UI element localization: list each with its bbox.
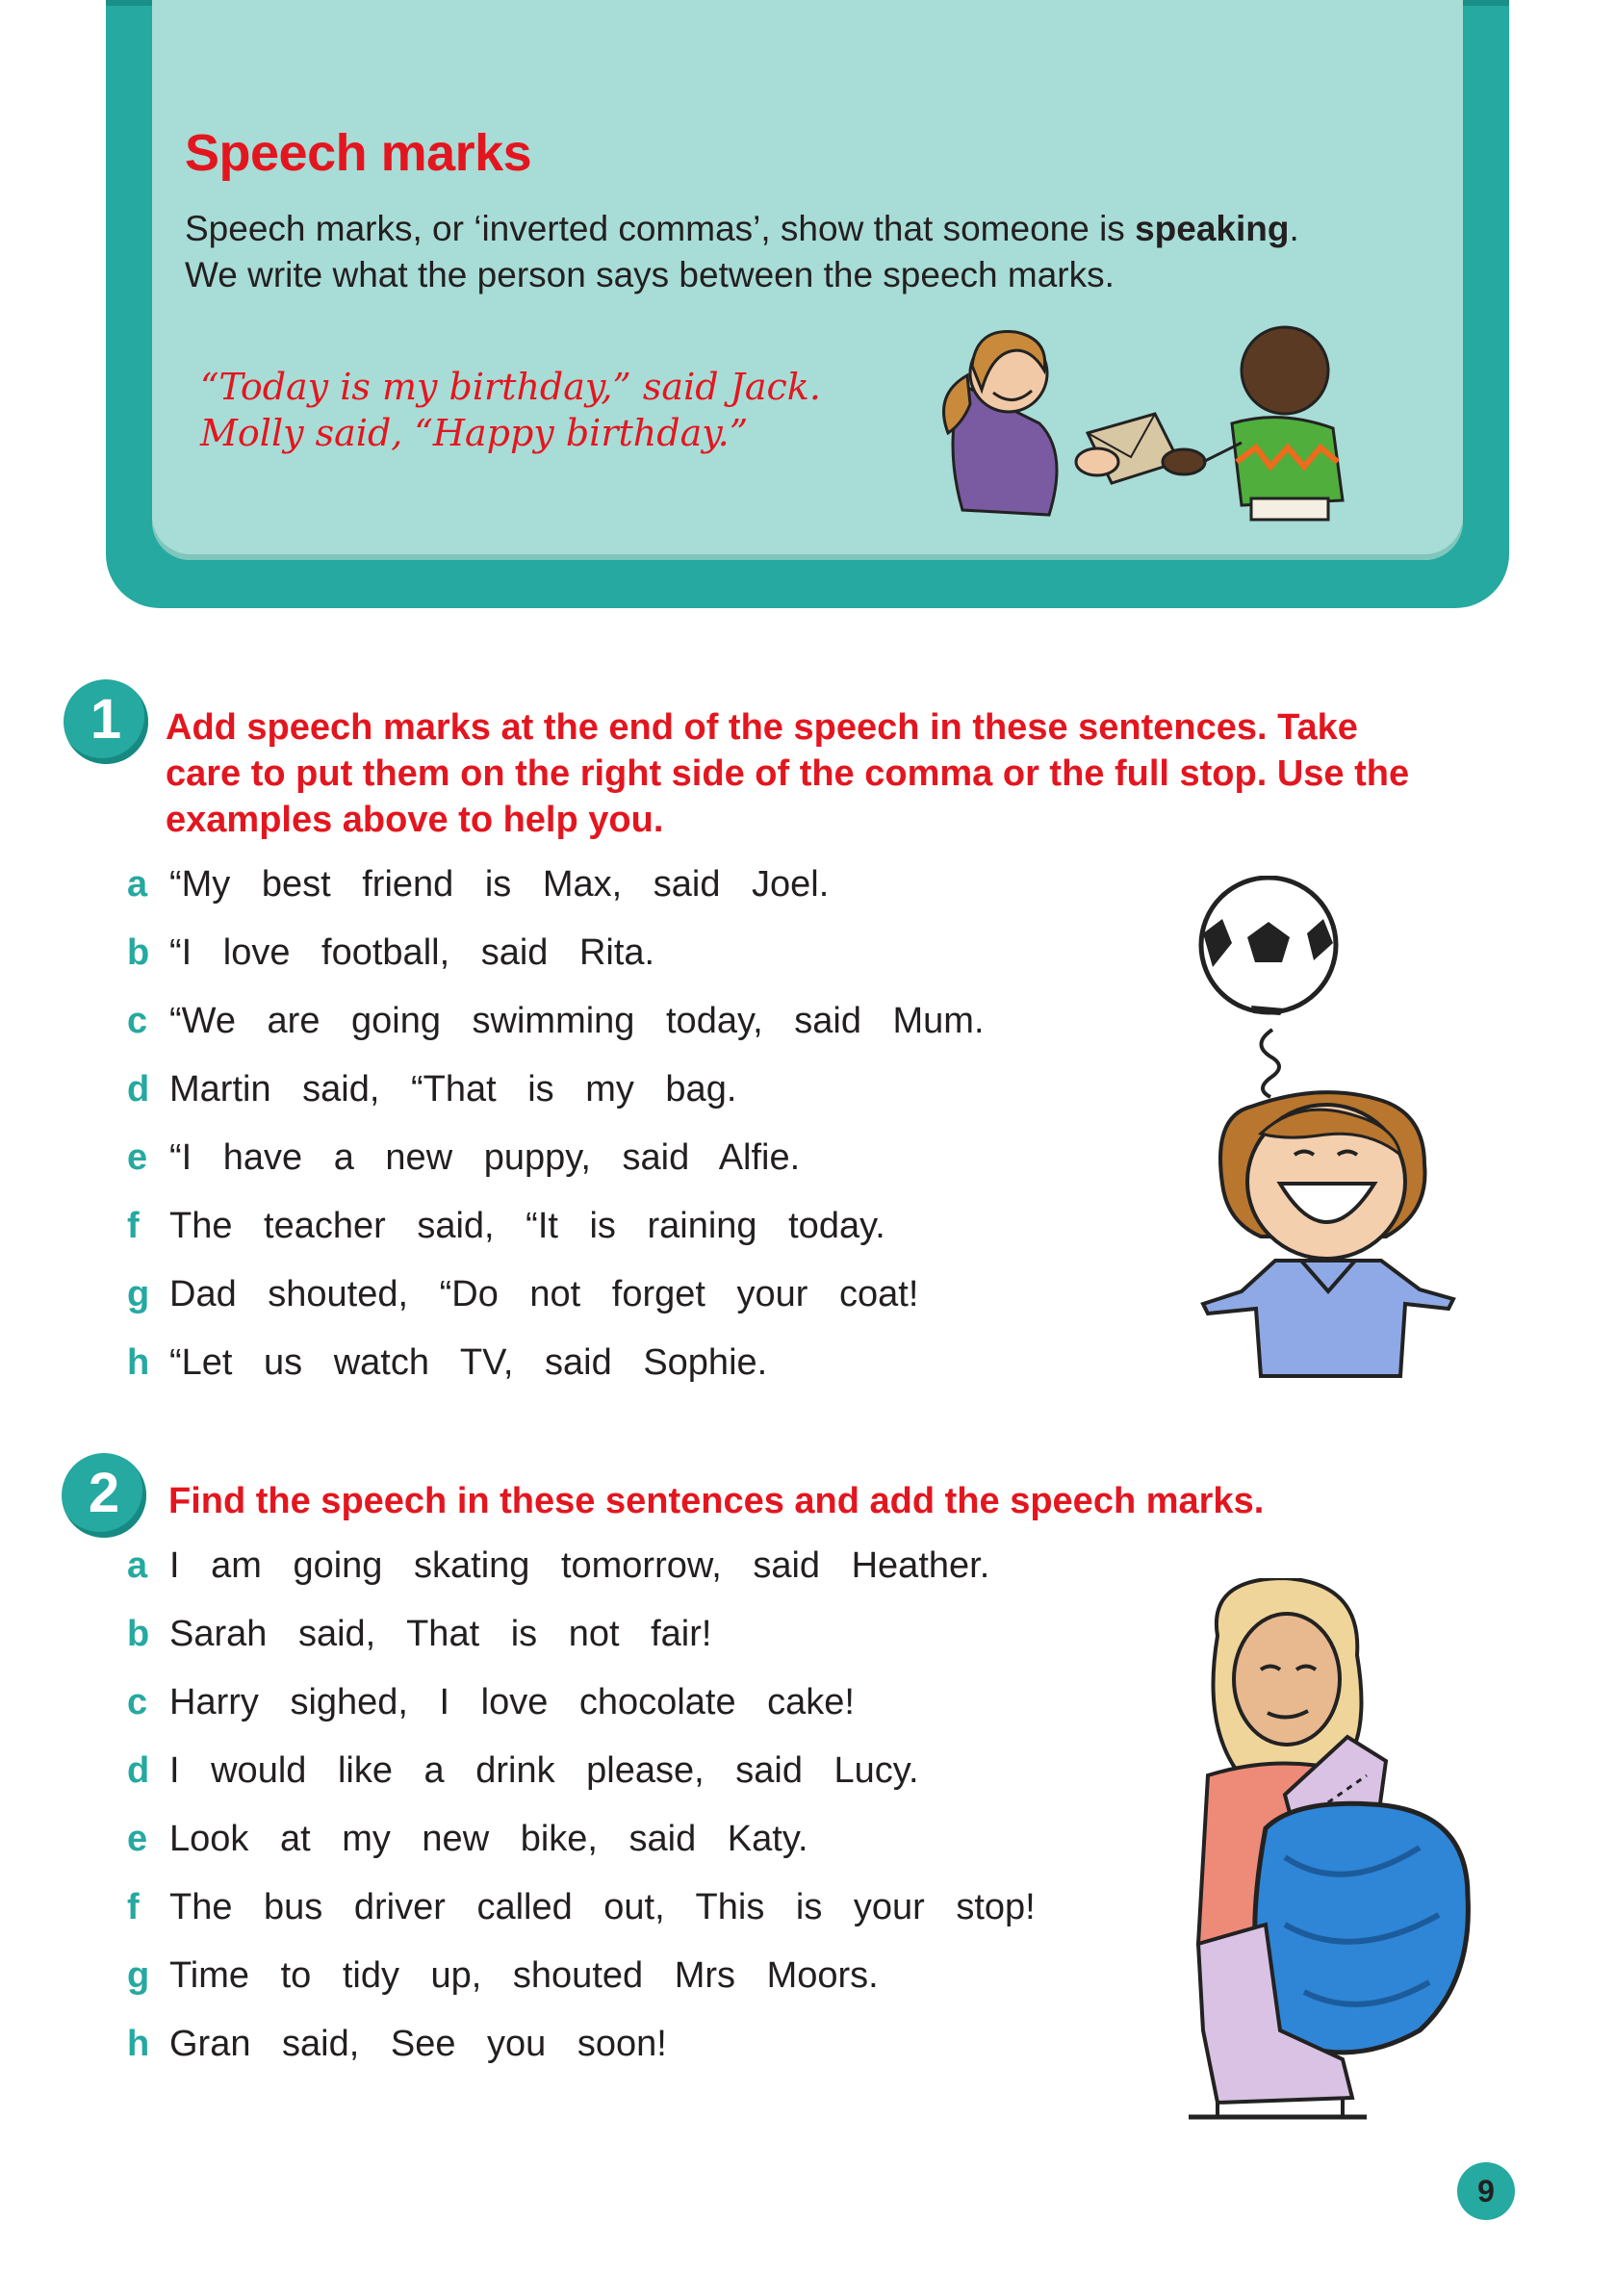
- info-text-line1: Speech marks, or ‘inverted commas’, show that someone is speaking.: [185, 209, 1299, 248]
- exercise2-item-h: h Gran said, See you soon!: [127, 2024, 667, 2064]
- exercise2-item-e: e Look at my new bike, said Katy.: [127, 1819, 808, 1859]
- example-line2: Molly said, “Happy birthday.”: [200, 412, 749, 454]
- skates-girl-illustration: [1179, 1578, 1487, 2131]
- children-card-illustration: [924, 318, 1386, 524]
- info-text-line2: We write what the person says between the speech marks.: [185, 255, 1115, 294]
- exercise1-number-badge: 1: [64, 679, 148, 764]
- exercise1-item-c: c “We are going swimming today, said Mum.: [127, 1001, 985, 1041]
- example-sentences: [200, 364, 821, 456]
- exercise2-item-a: a I am going skating tomorrow, said Heather.: [127, 1545, 990, 1586]
- exercise2-item-f: f The bus driver called out, This is your stop!: [127, 1887, 1036, 1927]
- exercise1-item-b: b “I love football, said Rita.: [127, 932, 655, 973]
- exercise2-instruction: Find the speech in these sentences and add the speech marks.: [168, 1481, 1265, 1521]
- exercise2-item-g: g Time to tidy up, shouted Mrs Moors.: [127, 1955, 879, 1996]
- info-text: [185, 206, 1436, 298]
- keyword-speaking: speaking: [1135, 209, 1290, 248]
- exercise1-item-e: e “I have a new puppy, said Alfie.: [127, 1137, 801, 1178]
- exercise1-item-a: a “My best friend is Max, said Joel.: [127, 864, 830, 905]
- football-child-illustration: [1193, 876, 1482, 1381]
- exercise2-item-d: d I would like a drink please, said Lucy.: [127, 1750, 919, 1791]
- page-number: 9: [1457, 2162, 1515, 2220]
- example-line1: “Today is my birthday,” said Jack.: [200, 366, 821, 408]
- exercise2-item-c: c Harry sighed, I love chocolate cake!: [127, 1682, 855, 1722]
- exercise2-item-b: b Sarah said, That is not fair!: [127, 1614, 712, 1654]
- exercise1-instruction: Add speech marks at the end of the speech in these sentences. Take care to put them on the right side of the comma or the full stop. Use the examples above to help you.: [166, 707, 1410, 840]
- exercise1-item-g: g Dad shouted, “Do not forget your coat!: [127, 1274, 919, 1314]
- section-title: Speech marks: [185, 124, 532, 182]
- exercise1-item-d: d Martin said, “That is my bag.: [127, 1069, 737, 1110]
- exercise1-item-h: h “Let us watch TV, said Sophie.: [127, 1342, 768, 1383]
- exercise1-item-f: f The teacher said, “It is raining today.: [127, 1206, 885, 1246]
- exercise2-number-badge: 2: [62, 1453, 146, 1538]
